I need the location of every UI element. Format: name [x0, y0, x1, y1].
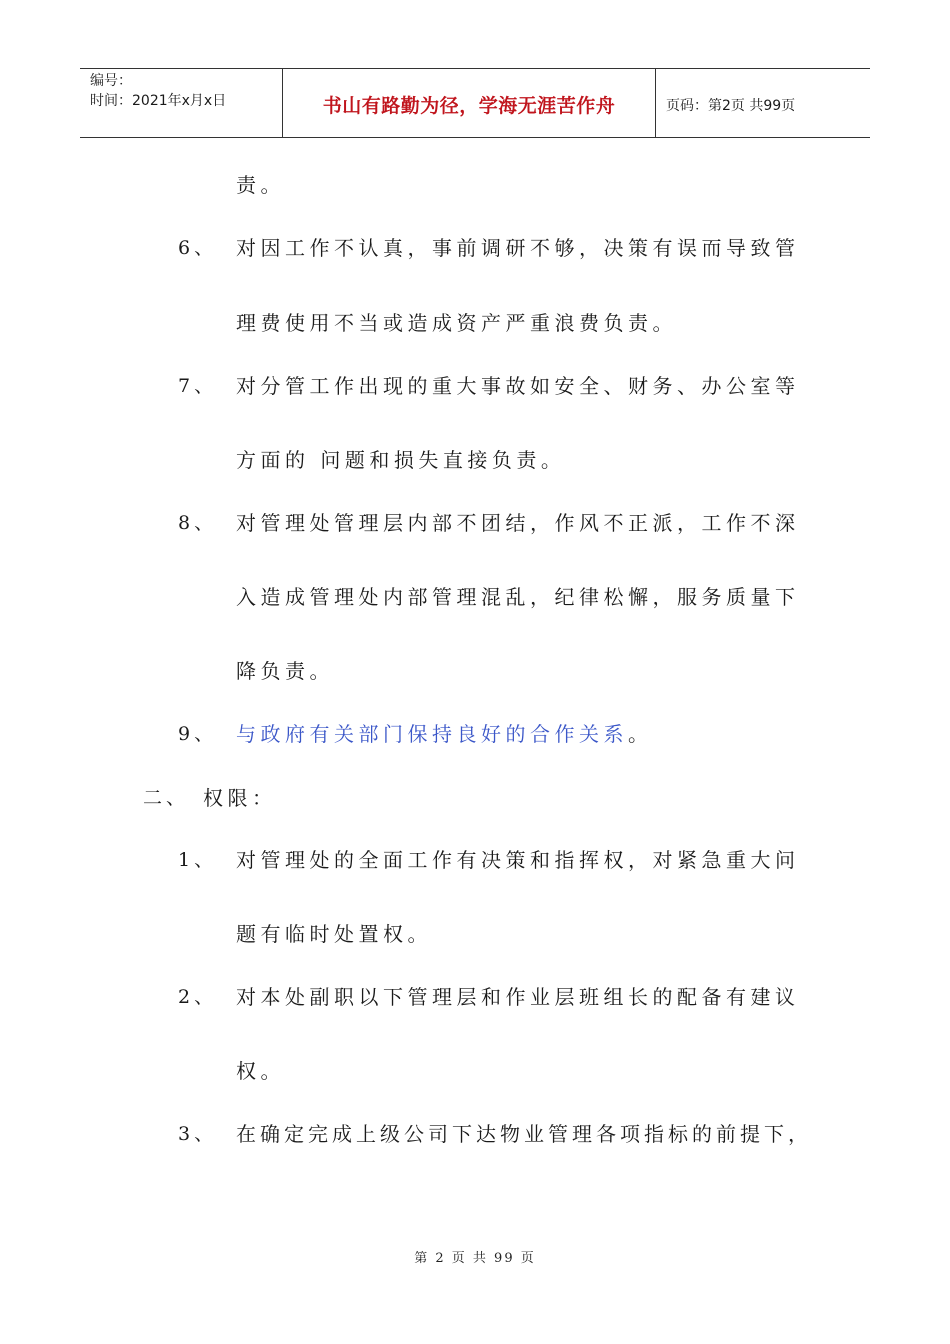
body-line: [236, 721, 653, 747]
body-line: 对管理处管理层内部不团结，作风不正派，工作不深: [236, 511, 800, 535]
page-footer: 第 2 页 共 99 页: [414, 1251, 536, 1266]
item9-end: 。: [628, 722, 653, 746]
header-page-info: 页码：第2页 共99页: [666, 98, 796, 114]
header-page-cell: [656, 69, 870, 137]
item-number: 8、: [178, 512, 218, 534]
item-number: 9、: [178, 723, 218, 745]
body-line: 题有临时处置权。: [236, 922, 432, 946]
body-line: 责。: [236, 173, 285, 197]
body-line: 降负责。: [236, 659, 334, 683]
body-line: 对分管工作出现的重大事故如安全、财务、办公室等: [236, 374, 800, 398]
header-meta-cell: [80, 69, 282, 137]
body-line: 在确定完成上级公司下达物业管理各项指标的前提下，: [236, 1122, 812, 1146]
item-number: 6、: [178, 237, 218, 259]
body-line: 对本处副职以下管理层和作业层班组长的配备有建议: [236, 985, 800, 1009]
body-line: 对因工作不认真，事前调研不够，决策有误而导致管: [236, 236, 800, 260]
time-label: 时间：2021年x月x日: [90, 93, 227, 109]
header-motto-cell: [282, 69, 656, 137]
item-number: 1、: [178, 849, 218, 871]
item9-link-text[interactable]: 与政府有关部门保持良好的合作关系: [236, 722, 628, 746]
body-line: 入造成管理处内部管理混乱，纪律松懈，服务质量下: [236, 585, 800, 609]
body-line: 对管理处的全面工作有决策和指挥权，对紧急重大问: [236, 848, 800, 872]
item-number: 7、: [178, 375, 218, 397]
section-title: 权限：: [203, 786, 277, 810]
item-number: 2、: [178, 986, 218, 1008]
serial-label: 编号：: [90, 73, 132, 89]
body-line: 方面的 问题和损失直接负责。: [236, 448, 566, 472]
body-line: 权。: [236, 1059, 285, 1083]
section-number: 二、: [143, 787, 190, 809]
item-number: 3、: [178, 1123, 218, 1145]
document-header: [80, 68, 870, 138]
body-line: 理费使用不当或造成资产严重浪费负责。: [236, 311, 677, 335]
header-motto: 书山有路勤为径，学海无涯苦作舟: [322, 95, 616, 117]
